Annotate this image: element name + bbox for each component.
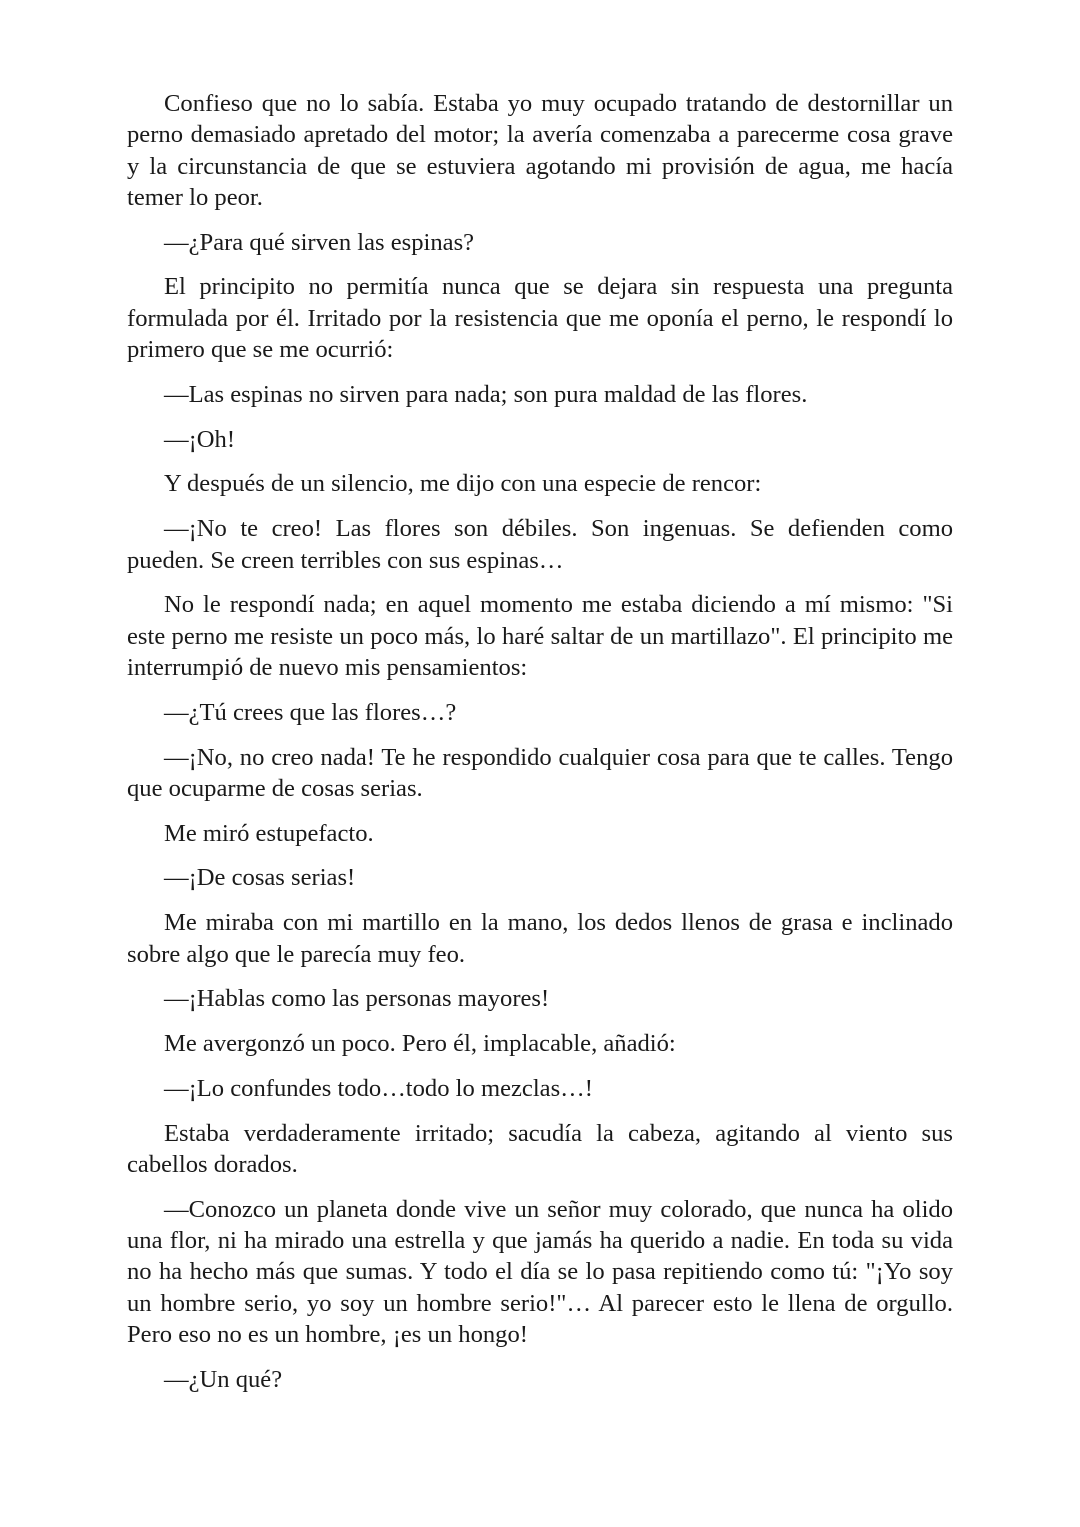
paragraph: —¡No te creo! Las flores son débiles. Son ingenuas. Se defienden como pueden. Se creen terribles con sus espinas… <box>127 515 953 574</box>
paragraph: —¿Un qué? <box>164 1365 283 1393</box>
paragraph: —¿Para qué sirven las espinas? <box>164 228 475 256</box>
paragraph: Me miró estupefacto. <box>164 819 374 847</box>
paragraph: Me miraba con mi martillo en la mano, los dedos llenos de grasa e inclinado sobre algo que le parecía muy feo. <box>127 909 953 968</box>
paragraph: —¿Tú crees que las flores…? <box>164 698 457 726</box>
paragraph: Me avergonzó un poco. Pero él, implacable, añadió: <box>164 1030 676 1058</box>
paragraph: Y después de un silencio, me dijo con una especie de rencor: <box>164 470 762 498</box>
paragraph: —¡Oh! <box>164 425 236 453</box>
paragraph: Estaba verdaderamente irritado; sacudía la cabeza, agitando al viento sus cabellos dorados. <box>127 1119 953 1179</box>
paragraph: —Conozco un planeta donde vive un señor muy colorado, que nunca ha olido una flor, ni ha mirado una estrella y que jamás ha querido a nadie. En toda su vida no ha hecho más que sumas. Y todo el día se lo pasa repitiendo como tú: "¡Yo soy un hombre serio, yo soy un hombre serio!"… Al parecer esto le llena de orgullo. Pero eso no es un hombre, ¡es un hongo! <box>127 1195 953 1348</box>
paragraph: —¡De cosas serias! <box>164 864 356 892</box>
document-page <box>127 88 953 1409</box>
paragraph: —¡No, no creo nada! Te he respondido cualquier cosa para que te calles. Tengo que ocuparme de cosas serias. <box>127 743 953 802</box>
paragraph: —¡Lo confundes todo…todo lo mezclas…! <box>164 1074 593 1102</box>
paragraph: —Las espinas no sirven para nada; son pura maldad de las flores. <box>164 380 808 408</box>
paragraph: —¡Hablas como las personas mayores! <box>164 985 550 1013</box>
paragraph: No le respondí nada; en aquel momento me estaba diciendo a mí mismo: "Si este perno me resiste un poco más, lo haré saltar de un martillazo". El principito me interrumpió de nuevo mis pensamientos: <box>127 591 953 681</box>
paragraph: Confieso que no lo sabía. Estaba yo muy ocupado tratando de destornillar un perno demasiado apretado del motor; la avería comenzaba a parecerme cosa grave y la circunstancia de que se estuviera agotando mi provisión de agua, me hacía temer lo peor. <box>127 90 953 211</box>
paragraph: El principito no permitía nunca que se dejara sin respuesta una pregunta formulada por él. Irritado por la resistencia que me oponía el perno, le respondí lo primero que se me ocurrió: <box>127 273 953 364</box>
